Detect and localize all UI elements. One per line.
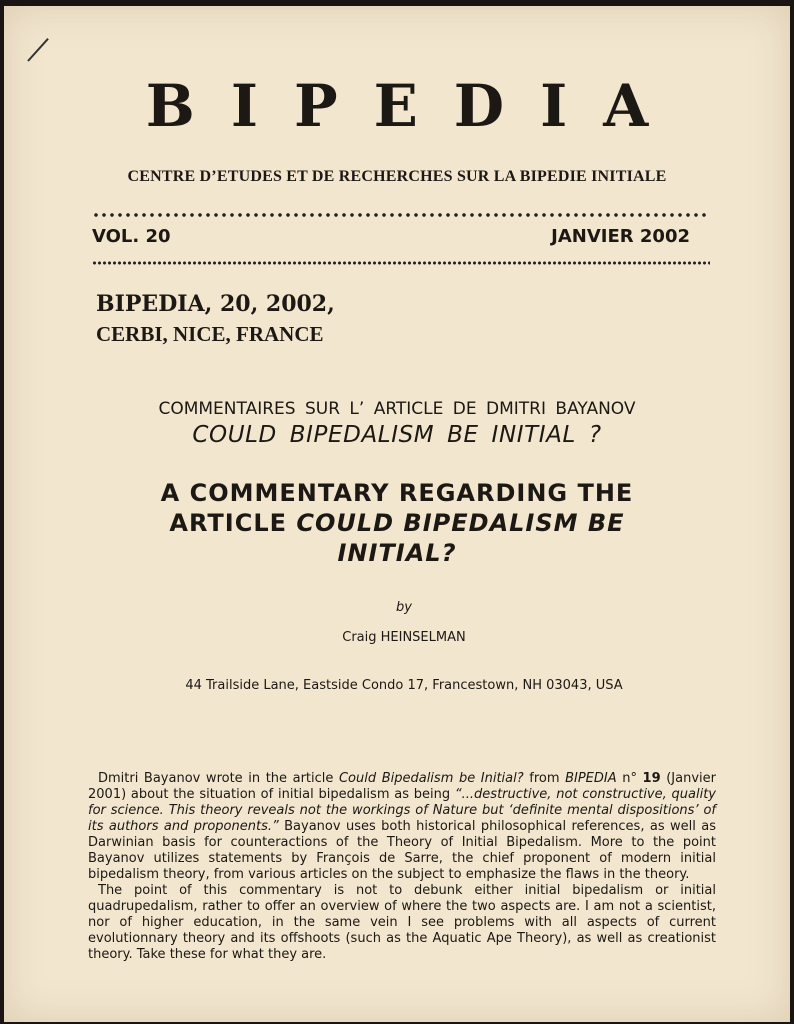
dotted-divider (92, 260, 710, 266)
french-commentary-title: COULD BIPEDALISM BE INITIAL ? (192, 422, 602, 448)
journal-title: BIPEDIA (145, 72, 685, 140)
article-title-prefix: A COMMENTARY REGARDING THE ARTICLE (160, 479, 634, 537)
p1-text: Bayanov uses both historical philosophical references, as well as Darwinian basis for counteractions of the Theory of Initial Bipedalism. More to the point Bayanov utilizes statements by François de Sarre, the chief proponent of modern initial bipedalism theory, from various articles on the subject to emphasize the flaws in the theory. (88, 819, 716, 882)
issue-date: JANVIER 2002 (551, 226, 690, 247)
document-page (4, 6, 790, 1022)
publication-location: CERBI, NICE, FRANCE (96, 322, 324, 346)
paragraph-1 (88, 771, 716, 883)
p1-text: Dmitri Bayanov wrote in the article (98, 771, 339, 786)
asterisk-divider (92, 208, 710, 222)
french-commentary-label: COMMENTAIRES SUR L’ ARTICLE DE DMITRI BAYANOV (158, 399, 636, 419)
article-title-italic: COULD BIPEDALISM BE INITIAL? (296, 509, 625, 567)
article-body (88, 771, 716, 963)
byline-by: by (396, 600, 412, 615)
p1-quote: “...destructive, not constructive, quality for science. This theory reveals not the workings of Nature but ‘definite mental dispositions’ of its authors and proponents.” (88, 787, 716, 834)
article-title (124, 478, 670, 568)
author-address: 44 Trailside Lane, Eastside Condo 17, Francestown, NH 03043, USA (185, 678, 623, 693)
journal-subtitle: CENTRE D’ETUDES ET DE RECHERCHES SUR LA BIPEDIE INITIALE (127, 168, 667, 185)
volume-label: VOL. 20 (92, 226, 171, 247)
p1-text: (Janvier 2001) about the situation of initial bipedalism as being (88, 771, 716, 802)
paragraph-2: The point of this commentary is not to debunk either initial bipedalism or initial quadrupedalism, rather to offer an overview of where the two aspects are. I am not a scientist, nor of higher education, in the same vein I see problems with all aspects of current evolutionnary theory and its offshoots (such as the Aquatic Ape Theory), as well as creationist theory. Take these for what they are. (88, 883, 716, 962)
p1-text: from (523, 771, 566, 786)
p1-journal-name: BIPEDIA (565, 771, 617, 786)
pen-mark (27, 38, 49, 62)
publication-reference: BIPEDIA, 20, 2002, (96, 291, 335, 317)
p1-article-title: Could Bipedalism be Initial? (338, 771, 524, 786)
p1-text: n° (616, 771, 643, 786)
author-name: Craig HEINSELMAN (342, 630, 466, 645)
p1-issue-number: 19 (642, 771, 661, 786)
